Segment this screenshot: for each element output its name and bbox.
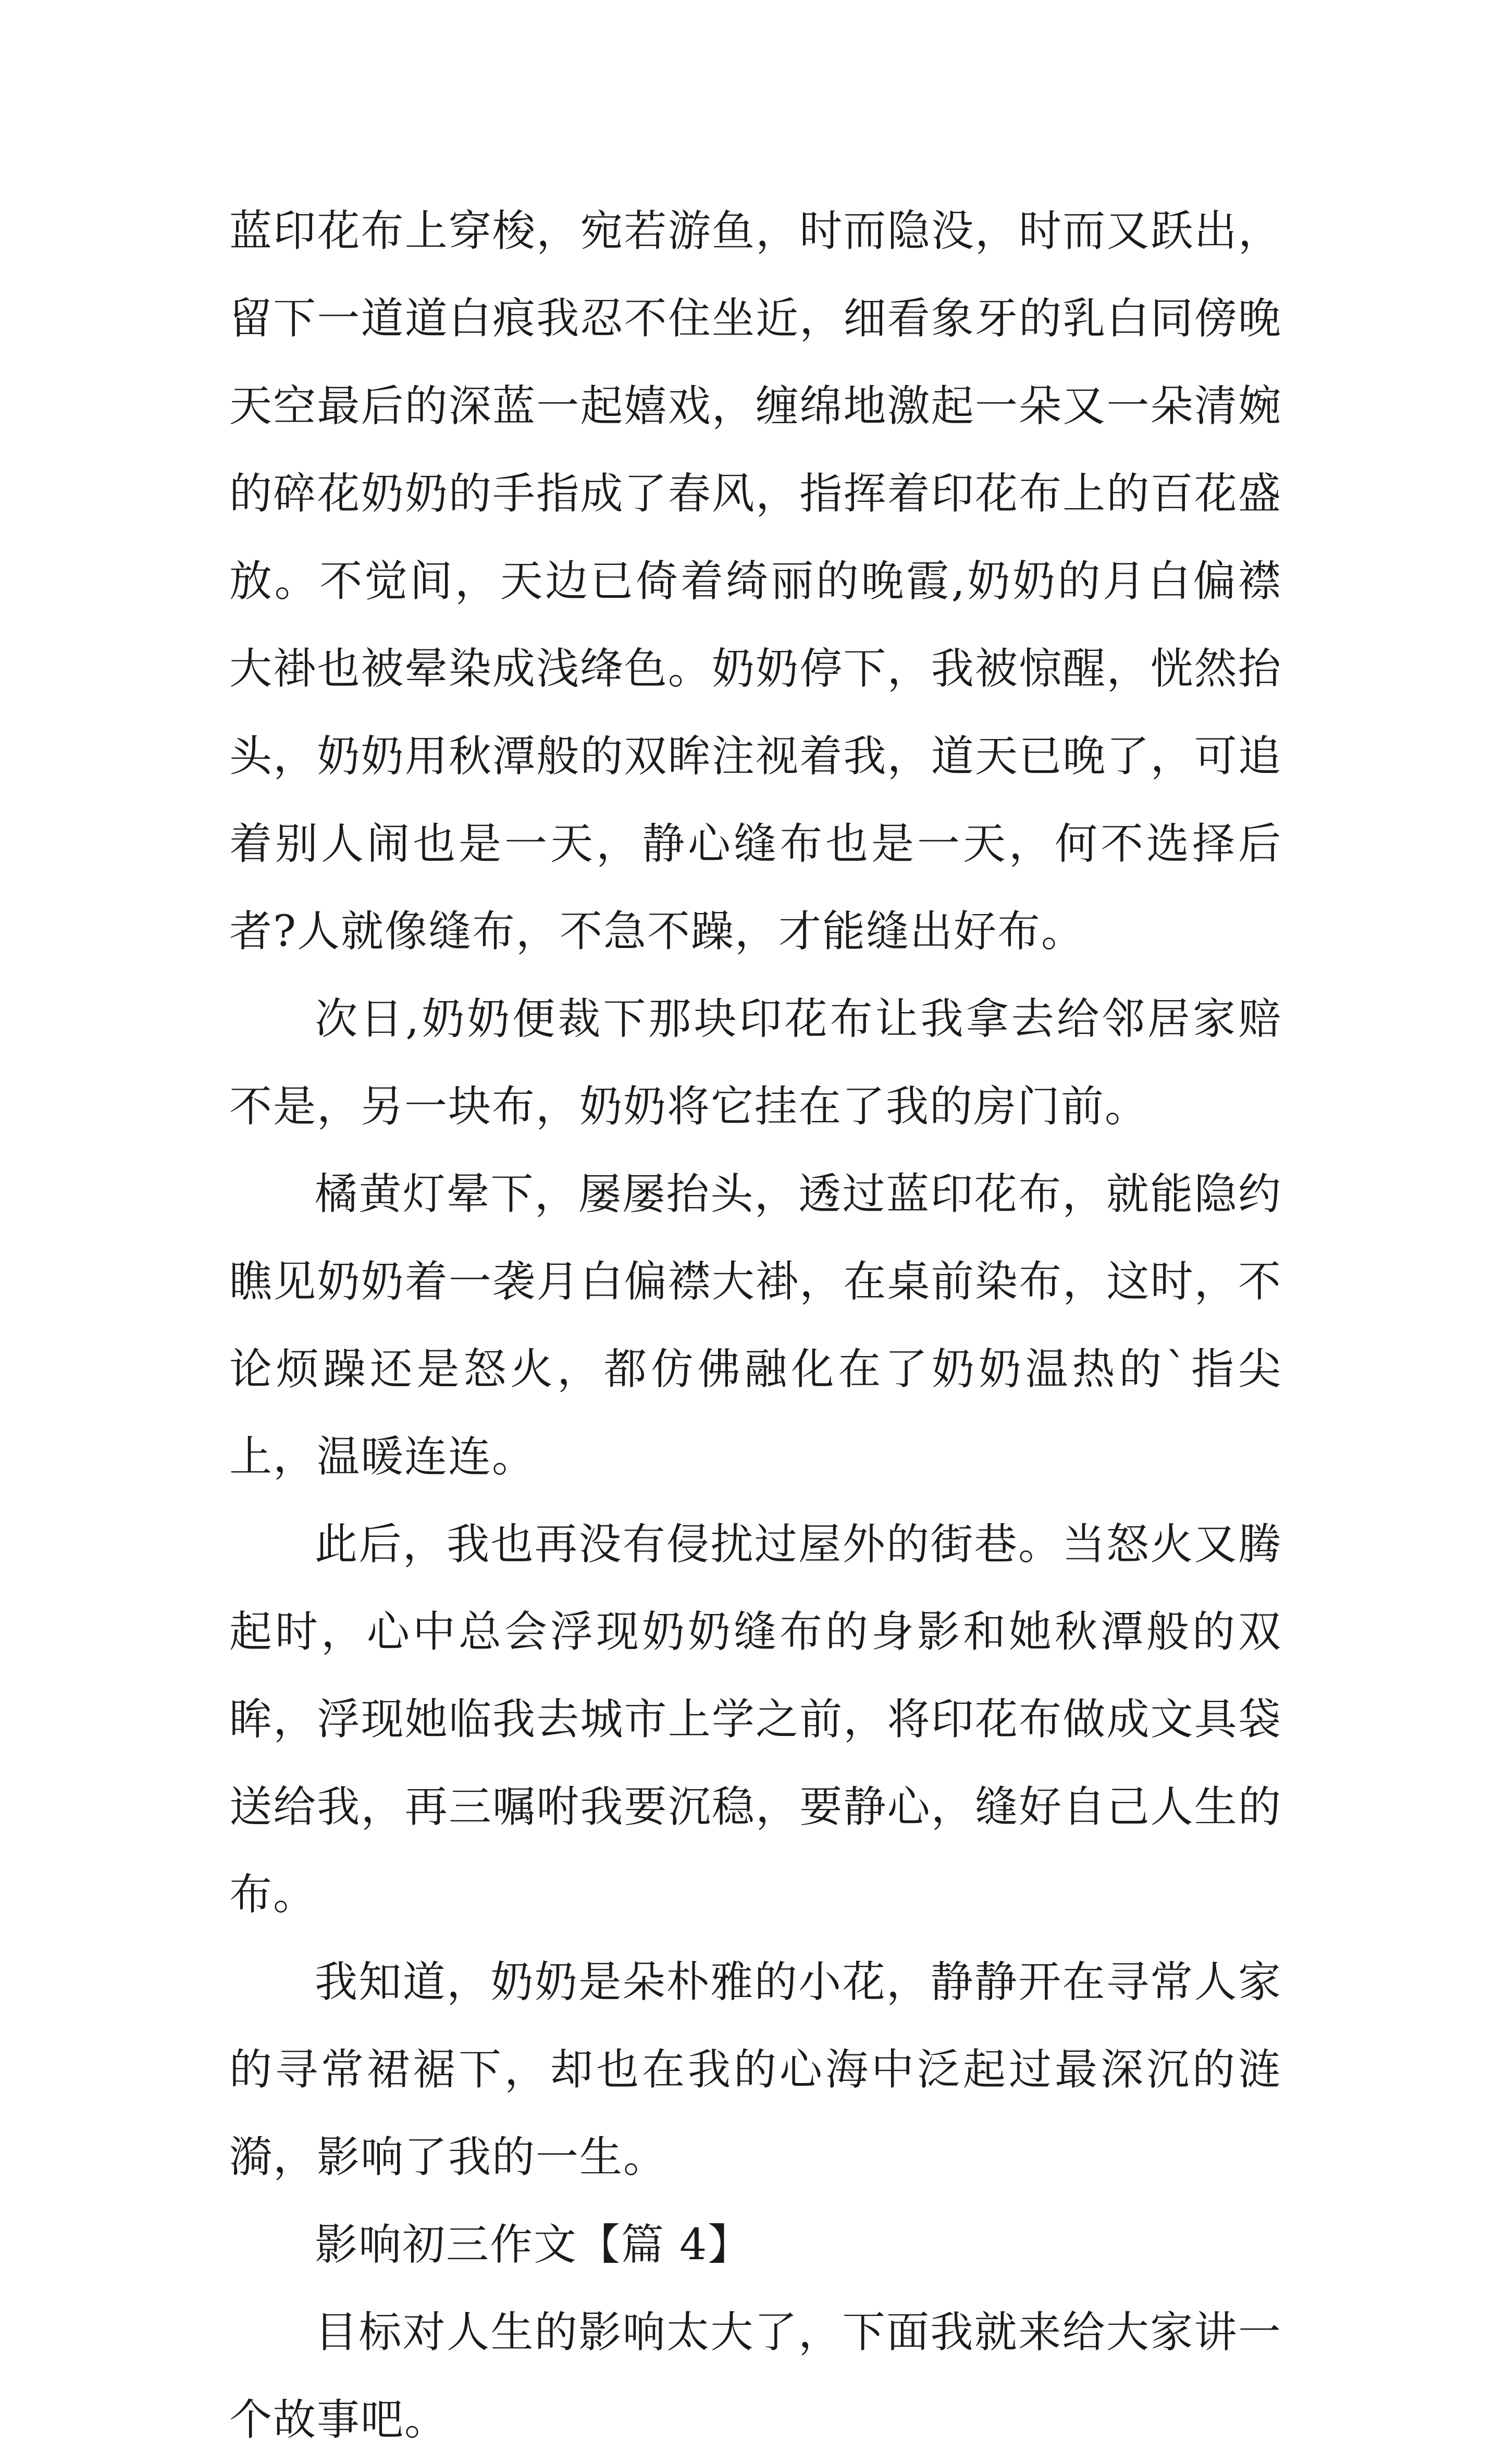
section-heading: 影响初三作文【篇 4】	[315, 2220, 752, 2270]
document-body	[229, 188, 1282, 2464]
paragraph-6: 目标对人生的影响太大了，下面我就来给大家讲一个故事吧。	[229, 2308, 1282, 2445]
paragraph-2: 次日,奶奶便裁下那块印花布让我拿去给邻居家赔不是，另一块布，奶奶将它挂在了我的房门前。	[229, 994, 1282, 1131]
paragraph-4: 此后，我也再没有侵扰过屋外的街巷。当怒火又腾起时，心中总会浮现奶奶缝布的身影和她秋潭般的双眸，浮现她临我去城市上学之前，将印花布做成文具袋送给我，再三嘱咐我要沉稳，要静心，缝好自己人生的布。	[229, 1520, 1282, 1919]
paragraph-1: 蓝印花布上穿梭，宛若游鱼，时而隐没，时而又跃出，留下一道道白痕我忍不住坐近，细看象牙的乳白同傍晚天空最后的深蓝一起嬉戏，缠绵地激起一朵又一朵清婉的碎花奶奶的手指成了春风，指挥着印花布上的百花盛放。不觉间，天边已倚着绮丽的晚霞,奶奶的月白偏襟大褂也被晕染成浅绛色。奶奶停下，我被惊醒，恍然抬头，奶奶用秋潭般的双眸注视着我，道天已晚了，可追着别人闹也是一天，静心缝布也是一天，何不选择后者?人就像缝布，不急不躁，才能缝出好布。	[229, 206, 1282, 956]
paragraph-5: 我知道，奶奶是朵朴雅的小花，静静开在寻常人家的寻常裙裾下，却也在我的心海中泛起过最深沉的涟漪，影响了我的一生。	[229, 1957, 1282, 2182]
paragraph-3: 橘黄灯晕下，屡屡抬头，透过蓝印花布，就能隐约瞧见奶奶着一袭月白偏襟大褂，在桌前染布，这时，不论烦躁还是怒火，都仿佛融化在了奶奶温热的`指尖上，温暖连连。	[229, 1169, 1282, 1482]
